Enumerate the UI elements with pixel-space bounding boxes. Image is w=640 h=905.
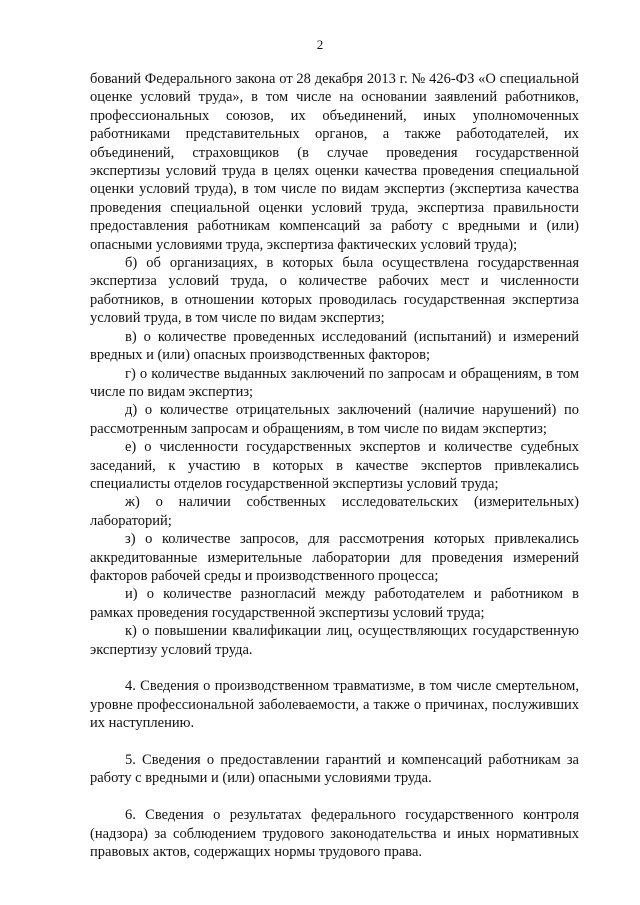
paragraph-item-i: и) о количестве разногласий между работодателем и работником в рамках проведения государственной экспертизы условий труда; bbox=[90, 586, 579, 621]
paragraph-item-v: в) о количестве проведенных исследований (испытаний) и измерений вредных и (или) опасных производственных факторов; bbox=[90, 328, 579, 364]
document-body bbox=[90, 70, 579, 861]
paragraph-item-zh: ж) о наличии собственных исследовательских (измерительных) лабораторий; bbox=[90, 494, 579, 529]
paragraph-item-z: з) о количестве запросов, для рассмотрения которых привлекались аккредитованные измерительные лаборатории для проведения измерений факторов рабочей среды и производственного процесса; bbox=[90, 531, 579, 584]
section-6-paragraph: 6. Сведения о результатах федерального государственного контроля (надзора) за соблюдением трудового законодательства и иных нормативных правовых актов, содержащих нормы трудового права. bbox=[90, 807, 579, 861]
paragraph-item-b: б) об организациях, в которых была осуществлена государственная экспертиза условий труда, о количестве рабочих мест и численности работников, в отношении которых проводилась государственная экспертиза условий труда, в том числе по видам экспертиз; bbox=[90, 255, 579, 327]
page-number: 2 bbox=[316, 37, 324, 52]
paragraph-item-e: е) о численности государственных экспертов и количестве судебных заседаний, к участию в которых в качестве экспертов привлекались специалисты отделов государственной экспертизы условий труда; bbox=[90, 439, 579, 492]
paragraph-item-k: к) о повышении квалификации лиц, осуществляющих государственную экспертизу условий труда. bbox=[90, 623, 579, 658]
paragraph-item-g: г) о количестве выданных заключений по запросам и обращениям, в том числе по видам экспертиз; bbox=[90, 365, 579, 400]
paragraph-item-d: д) о количестве отрицательных заключений (наличие нарушений) по рассмотренным запросам и обращениям, в том числе по видам экспертиз; bbox=[90, 402, 579, 437]
section-4-paragraph: 4. Сведения о производственном травматизме, в том числе смертельном, уровне профессиональной заболеваемости, а также о причинах, послуживших их наступлению. bbox=[90, 678, 579, 732]
section-5-paragraph: 5. Сведения о предоставлении гарантий и компенсаций работникам за работу с вредными и (или) опасными условиями труда. bbox=[90, 752, 579, 787]
paragraph-continuation: бований Федерального закона от 28 декабря 2013 г. № 426-ФЗ «О специальной оценке условий труда», в том числе на основании заявлений работников, профессиональных союзов, их объединений, иных уполномоченных работниками представительных органов, а также работодателей, их объединений, страховщиков (в случае проведения государственной экспертизы условий труда в целях оценки качества проведения специальной оценки условий труда), в том числе по видам экспертиз (экспертиза качества проведения специальной оценки условий труда, экспертиза правильности предоставления работникам компенсаций за работу с вредными и (или) опасными условиями труда, экспертиза фактических условий труда); bbox=[90, 71, 579, 253]
